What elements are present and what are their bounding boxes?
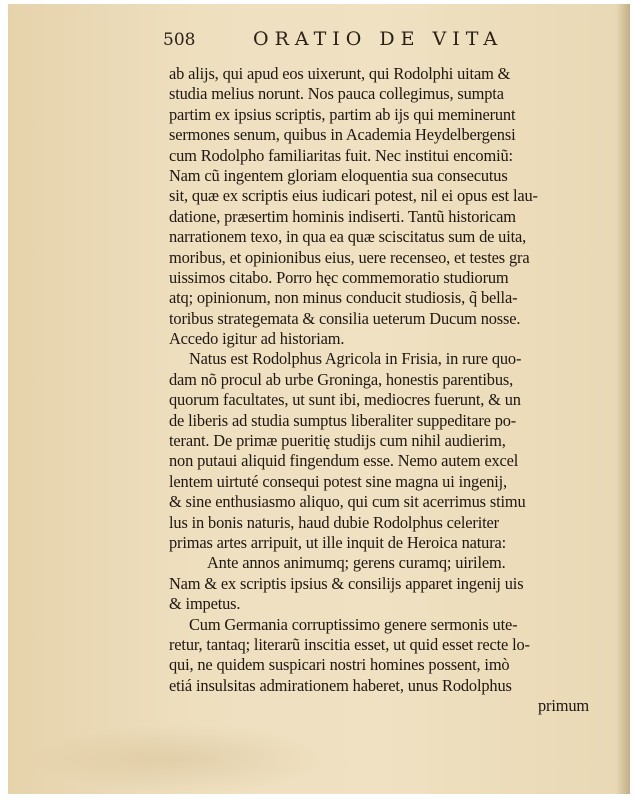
text-line: Nam cũ ingentem gloriam eloquentia sua consecutus xyxy=(169,165,508,185)
text-line: & sine enthusiasmo aliquo, qui cum sit acerrimus stimu xyxy=(169,492,526,512)
text-line: qui, ne quidem suspicari nostri homines possent, imò xyxy=(169,655,510,675)
page-header xyxy=(163,28,603,52)
text-line: sit, quæ ex scriptis eius iudicari potest, nil ei opus est lau- xyxy=(169,186,538,206)
text-line: atq; opinionum, non minus conducit studiosis, q̃ bella- xyxy=(169,288,518,308)
text-line: de liberis ad studia sumptus liberaliter suppeditare po- xyxy=(169,410,517,430)
paragraph-start-line: Cum Germania corruptissimo genere sermonis ute- xyxy=(189,614,518,634)
text-line: retur, tantaq; literarũ inscitia esset, ut quid esset recte lo- xyxy=(169,634,530,654)
verse-quote-line: Ante annos animumq; gerens curamq; uirilem. xyxy=(207,553,506,573)
book-page xyxy=(8,4,630,794)
text-line: etiá insulsitas admirationem haberet, unus Rodolphus xyxy=(169,675,512,695)
text-line: Accedo igitur ad historiam. xyxy=(169,329,345,349)
text-line: & impetus. xyxy=(169,594,241,614)
text-line: primas artes arripuit, ut ille inquit de Heroica natura: xyxy=(169,532,507,552)
body-text xyxy=(169,64,595,717)
text-line: Nam & ex scriptis ipsius & consilijs apparet ingenij uis xyxy=(169,573,524,593)
text-line: studia melius norunt. Nos pauca collegimus, sumpta xyxy=(169,84,504,104)
text-line: toribus strategemata & consilia ueterum Ducum nosse. xyxy=(169,308,521,328)
text-line: moribus, et opinionibus eius, uere recenseo, et testes gra xyxy=(169,247,530,267)
text-line: non putaui aliquid fingendum esse. Nemo autem excel xyxy=(169,451,519,471)
text-line: dam nõ procul ab urbe Groninga, honestis parentibus, xyxy=(169,369,514,389)
text-line: quorum facultates, ut sunt ibi, mediocres fuerunt, & un xyxy=(169,390,521,410)
text-line: cum Rodolpho familiaritas fuit. Nec institui encomiũ: xyxy=(169,145,513,165)
text-line: lentem uirtuté consequi potest sine magna ui ingenij, xyxy=(169,471,507,491)
page-edge-shadow xyxy=(616,4,630,794)
text-line: uissimos citabo. Porro hęc commemoratio studiorum xyxy=(169,267,509,287)
catchword: primum xyxy=(537,696,589,716)
text-line: datione, præsertim hominis indiserti. Tantũ historicam xyxy=(169,206,516,226)
text-line: partim ex ipsius scriptis, partim ab ijs qui meminerunt xyxy=(169,104,516,124)
running-title: ORATIO DE VITA xyxy=(253,28,504,50)
paper-stain xyxy=(28,724,328,794)
text-line: ab alijs, qui apud eos uixerunt, qui Rodolphi uitam & xyxy=(169,64,511,83)
text-line: lus in bonis naturis, haud dubie Rodolphus celeriter xyxy=(169,512,499,532)
text-line: narrationem texo, in qua ea quæ sciscitatus sum de uita, xyxy=(169,227,527,247)
text-line: terant. De primæ pueritię studijs cum nihil audierim, xyxy=(169,431,506,451)
paragraph-start-line: Natus est Rodolphus Agricola in Frisia, in rure quo- xyxy=(189,349,522,369)
text-line: sermones senum, quibus in Academia Heydelbergensi xyxy=(169,125,516,145)
page-number: 508 xyxy=(163,30,196,50)
